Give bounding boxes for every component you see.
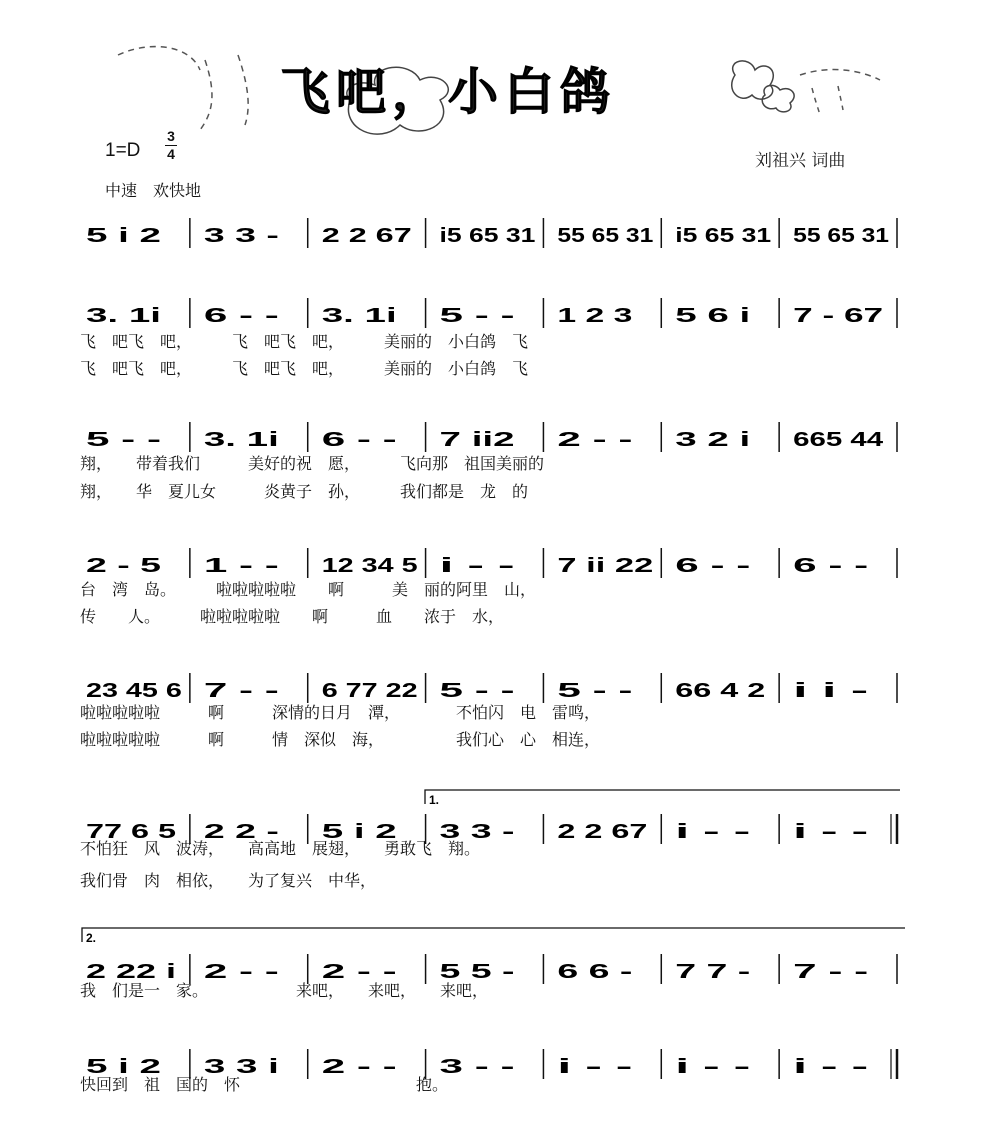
measure-notes: 5 - -: [439, 305, 515, 327]
measure-notes: 1 2 3: [557, 305, 633, 327]
measure-notes: i - -: [557, 1056, 633, 1078]
lyric-line: 我 们是一 家。 来吧， 来吧， 来吧，: [80, 981, 489, 1000]
measure-notes: 3. 1i: [86, 305, 161, 327]
measure-notes: 2 - -: [557, 429, 633, 451]
measure-notes: 66 4 2: [675, 680, 766, 702]
measure-notes: 2 - -: [321, 961, 397, 983]
lyric-line: 翔， 带着我们 美好的祝 愿， 飞向那 祖国美丽的: [80, 454, 545, 473]
measure-notes: 5 i 2: [86, 1056, 161, 1078]
lyric-line: 台 湾 岛。 啦啦啦啦啦 啊 美 丽的阿里 山，: [80, 580, 537, 599]
measure-notes: 3 3 i: [203, 1056, 279, 1078]
measure-notes: 7 - -: [793, 961, 869, 983]
measure-notes: 5 - -: [557, 680, 633, 702]
measure-notes: 2 22 i: [86, 961, 176, 983]
measure-notes: 3 - -: [439, 1056, 515, 1078]
measure-notes: 6 77 22: [321, 680, 418, 702]
measure-notes: i5 65 31: [675, 225, 772, 247]
lyric-line: 飞 吧飞 吧， 飞 吧飞 吧， 美丽的 小白鸽 飞: [80, 332, 529, 351]
measure-notes: i - -: [793, 821, 869, 843]
measure-notes: 3. 1i: [203, 429, 279, 451]
lyric-line: 翔， 华 夏儿女 炎黄子 孙， 我们都是 龙 的: [80, 482, 529, 501]
measure-notes: 23 45 6: [86, 680, 182, 702]
measure-notes: 7 7 -: [675, 961, 751, 983]
measure-notes: 2 - -: [321, 1056, 397, 1078]
lyric-line: 啦啦啦啦啦 啊 深情的日月 潭， 不怕闪 电 雷鸣，: [80, 703, 601, 722]
measure-notes: i - -: [439, 555, 515, 577]
measure-notes: 5 6 i: [675, 305, 751, 327]
lyric-line: 我们骨 肉 相依， 为了复兴 中华，: [80, 871, 377, 890]
lyric-line: 啦啦啦啦啦 啊 情 深似 海， 我们心 心 相连，: [80, 730, 601, 749]
page-title: 飞吧，小白鸽: [280, 63, 616, 121]
key-signature: 1=D: [105, 140, 141, 161]
measure-notes: 6 - -: [675, 555, 751, 577]
measure-notes: i - -: [675, 821, 751, 843]
measure-notes: 3 2 i: [675, 429, 751, 451]
measure-notes: 1 - -: [203, 555, 279, 577]
measure-notes: 5 - -: [439, 680, 515, 702]
measure-notes: 55 65 31: [793, 225, 889, 247]
measure-notes: 2 - -: [203, 961, 279, 983]
time-signature-top: 3: [167, 128, 175, 144]
measure-notes: 665 44: [793, 429, 885, 451]
measure-notes: 2 2 67: [321, 225, 412, 247]
tempo-marking: 中速 欢快地: [105, 181, 202, 200]
time-signature-bottom: 4: [167, 146, 175, 162]
measure-notes: 6 - -: [321, 429, 397, 451]
measure-notes: 77 6 5: [86, 821, 176, 843]
measure-notes: 3 3 -: [203, 225, 279, 247]
measure-notes: i5 65 31: [439, 225, 536, 247]
measure-notes: 2 2 -: [203, 821, 279, 843]
volta-1-label: 1.: [429, 793, 440, 807]
measure-notes: 5 i 2: [86, 225, 161, 247]
measure-notes: i i -: [793, 680, 869, 702]
lyric-line: 快回到 祖 国的 怀 抱。: [80, 1075, 449, 1094]
volta-2-label: 2.: [86, 931, 97, 945]
measure-notes: 5 - -: [86, 429, 161, 451]
measure-notes: 7 - -: [203, 680, 279, 702]
lyric-line: 不怕狂 风 波涛， 高高地 展翅， 勇敢飞 翔。: [80, 839, 481, 858]
measure-notes: 12 34 5: [321, 555, 418, 577]
measure-notes: 6 - -: [203, 305, 279, 327]
measure-notes: 7 - 67: [793, 305, 884, 327]
measure-notes: 3 3 -: [439, 821, 515, 843]
measure-notes: 3. 1i: [321, 305, 397, 327]
measure-notes: 7 ii2: [439, 429, 515, 451]
measure-notes: 55 65 31: [557, 225, 654, 247]
measure-notes: 2 2 67: [557, 821, 648, 843]
volta-1-bracket: [425, 790, 900, 804]
measure-notes: 6 6 -: [557, 961, 633, 983]
measure-notes: 6 - -: [793, 555, 869, 577]
measure-notes: 5 5 -: [439, 961, 515, 983]
volta-2-bracket: [82, 928, 905, 942]
measure-notes: i - -: [793, 1056, 869, 1078]
measure-notes: 5 i 2: [321, 821, 397, 843]
lyric-line: 传 人。 啦啦啦啦啦 啊 血 浓于 水，: [80, 607, 505, 626]
measure-notes: 2 - 5: [86, 555, 161, 577]
measure-notes: i - -: [675, 1056, 751, 1078]
lyric-line: 飞 吧飞 吧， 飞 吧飞 吧， 美丽的 小白鸽 飞: [80, 359, 529, 378]
measure-notes: 7 ii 22: [557, 555, 654, 577]
composer-credit: 刘祖兴 词曲: [755, 151, 846, 171]
